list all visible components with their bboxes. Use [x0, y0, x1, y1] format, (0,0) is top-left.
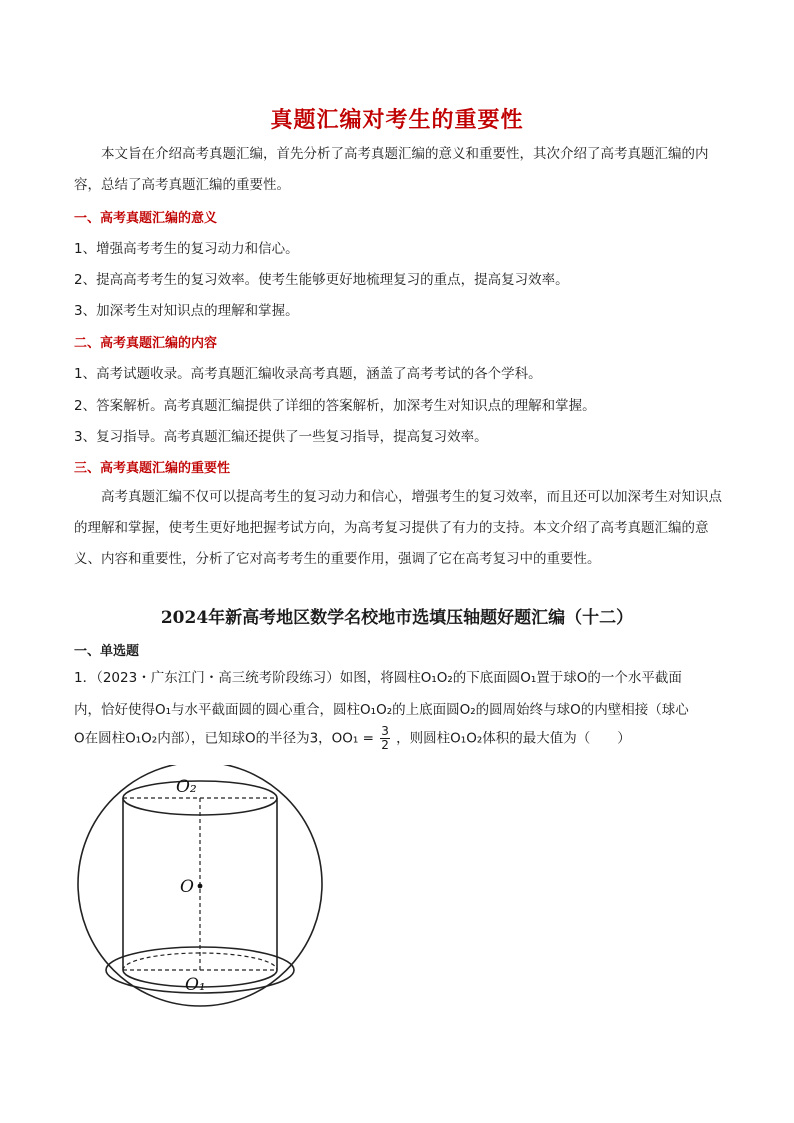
intro-paragraph: 本文旨在介绍高考真题汇编，首先分析了高考真题汇编的意义和重要性，其次介绍了高考真题汇编的内容，总结了高考真题汇编的重要性。 — [74, 146, 709, 193]
list-item: 1、高考试题收录。高考真题汇编收录高考真题，涵盖了高考考试的各个学科。 — [74, 366, 542, 382]
fraction — [380, 725, 390, 752]
list-item: 3、复习指导。高考真题汇编还提供了一些复习指导，提高复习效率。 — [74, 429, 488, 445]
fraction-numerator: 3 — [381, 724, 389, 738]
figure-drawing — [70, 765, 330, 1010]
question-line — [74, 725, 631, 752]
question-text: O在圆柱O₁O₂内部），已知球O的半径为3，OO₁ = — [74, 730, 374, 747]
section-heading-meaning: 一、高考真题汇编的意义 — [74, 211, 218, 226]
page-title: 真题汇编对考生的重要性 — [270, 107, 524, 133]
importance-paragraph: 高考真题汇编不仅可以提高考生的复习动力和信心，增强考生的复习效率，而且还可以加深考生对知识点的理解和掌握，使考生更好地把握考试方向，为高考复习提供了有力的支持。本文介绍了高考真题汇编的意义、内容和重要性，分析了它对高考考生的重要作用，强调了它在高考复习中的重要性。 — [74, 489, 722, 567]
question-section-heading: 一、单选题 — [74, 644, 140, 659]
label-bottom: O₁ — [185, 975, 206, 995]
question-line: 1．（2023・广东江门・高三统考阶段练习）如图，将圆柱O₁O₂的下底面圆O₁置于球O的一个水平截面 — [74, 670, 682, 686]
label-center: O — [180, 877, 194, 897]
list-item: 2、答案解析。高考真题汇编提供了详细的答案解析，加深考生对知识点的理解和掌握。 — [74, 398, 596, 414]
label-top: O₂ — [176, 777, 197, 797]
section-heading-importance: 三、高考真题汇编的重要性 — [74, 461, 231, 476]
question-text: ，则圆柱O₁O₂体积的最大值为（ ） — [396, 730, 631, 747]
question-line: 内，恰好使得O₁与水平截面圆的圆心重合，圆柱O₁O₂的上底面圆O₂的圆周始终与球O的内壁相接（球心 — [74, 702, 689, 718]
exam-title: 2024年新高考地区数学名校地市选填压轴题好题汇编（十二） — [160, 608, 634, 628]
sphere-cylinder-figure — [70, 765, 330, 1010]
list-item: 1、增强高考考生的复习动力和信心。 — [74, 241, 299, 257]
fraction-denominator: 2 — [381, 738, 389, 752]
list-item: 2、提高高考考生的复习效率。使考生能够更好地梳理复习的重点，提高复习效率。 — [74, 272, 569, 288]
list-item: 3、加深考生对知识点的理解和掌握。 — [74, 303, 299, 319]
center-point — [198, 884, 203, 889]
section-heading-content: 二、高考真题汇编的内容 — [74, 336, 218, 351]
